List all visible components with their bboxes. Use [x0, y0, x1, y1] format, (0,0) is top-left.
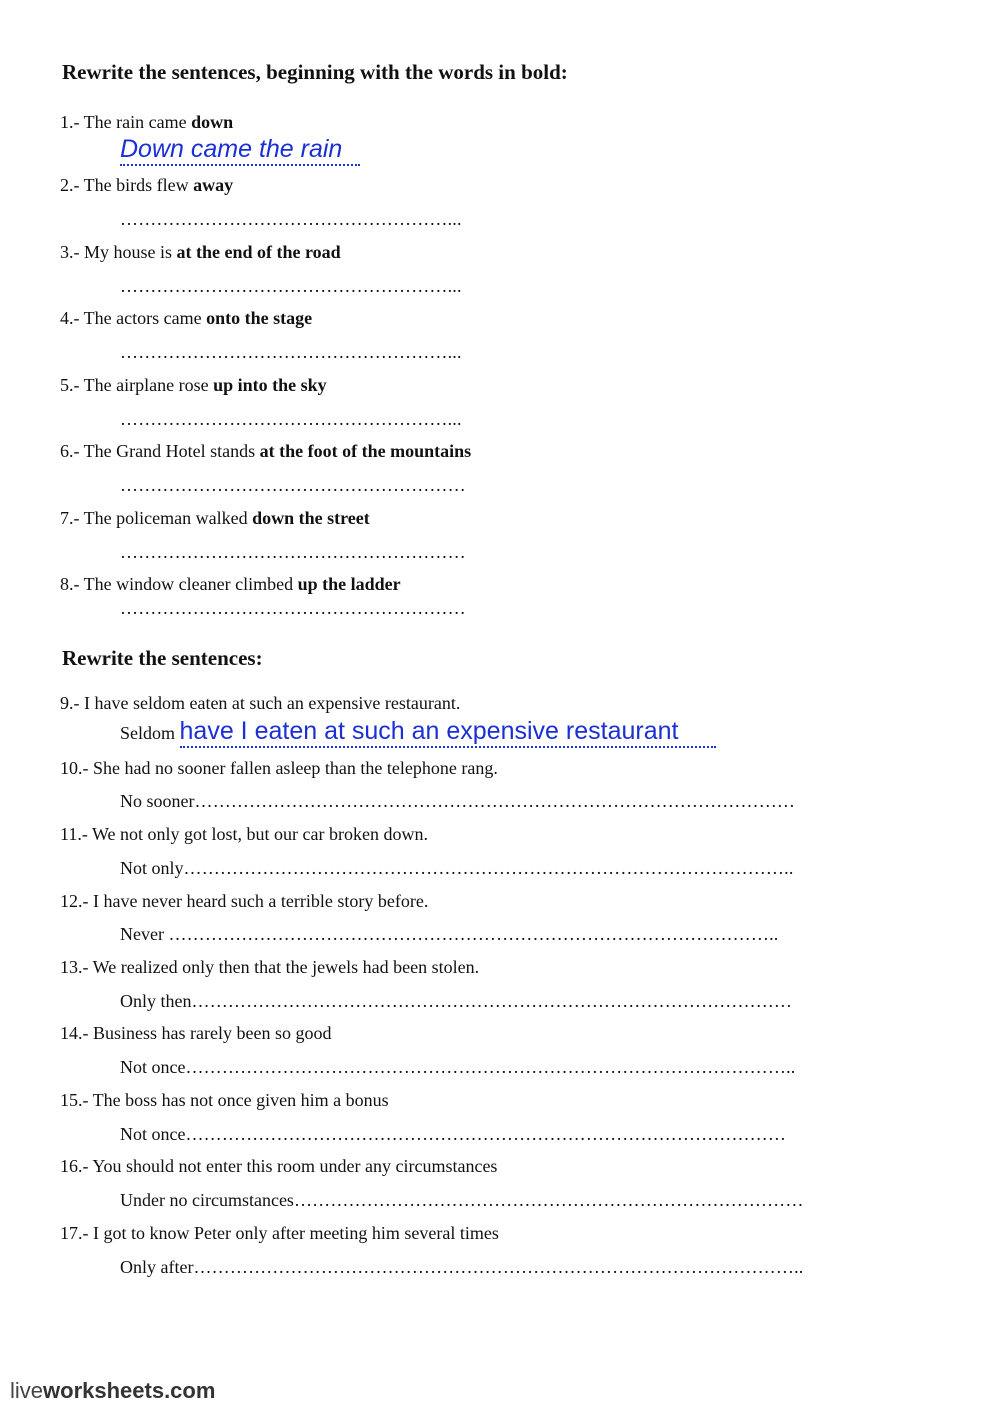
question-8: 8.- The window cleaner climbed up the ladder [60, 574, 401, 594]
answer-line-7[interactable]: ………………………………………………… [120, 542, 466, 562]
answer-line-11[interactable]: Not only ……………………………………………………………………………………….. [120, 858, 794, 878]
start-word-11: Not only [120, 858, 184, 878]
question-6: 6.- The Grand Hotel stands at the foot of the mountains [60, 441, 472, 461]
answer-line-17[interactable]: Only after ……………………………………………………………………………………….. [120, 1257, 804, 1277]
start-word-14: Not once [120, 1057, 186, 1077]
question-4: 4.- The actors came onto the stage [60, 308, 313, 328]
question-3: 3.- My house is at the end of the road [60, 242, 341, 262]
answer-input-1[interactable] [120, 134, 360, 166]
question-11: 11.- We not only got lost, but our car broken down. [60, 824, 428, 844]
question-16: 16.- You should not enter this room under any circumstances [60, 1156, 498, 1176]
question-14: 14.- Business has rarely been so good [60, 1023, 332, 1043]
question-17: 17.- I got to know Peter only after meeting him several times [60, 1223, 499, 1243]
question-1: 1.- The rain came down [60, 112, 234, 132]
question-5: 5.- The airplane rose up into the sky [60, 375, 327, 395]
answer-line-4[interactable]: ………………………………………………... [120, 342, 462, 362]
answer-line-6[interactable]: ………………………………………………… [120, 475, 466, 495]
question-13: 13.- We realized only then that the jewels had been stolen. [60, 957, 480, 977]
section-heading-2: Rewrite the sentences: [62, 646, 263, 670]
answer-line-2[interactable]: ………………………………………………... [120, 209, 462, 229]
answer-line-14[interactable]: Not once ……………………………………………………………………………………….. [120, 1057, 796, 1077]
answer-line-8[interactable]: ………………………………………………… [120, 598, 466, 618]
question-12: 12.- I have never heard such a terrible story before. [60, 891, 429, 911]
start-word-9: Seldom [120, 722, 180, 743]
answer-line-1 [120, 134, 360, 166]
question-15: 15.- The boss has not once given him a bonus [60, 1090, 389, 1110]
answer-line-13[interactable]: Only then ……………………………………………………………………………………… [120, 991, 793, 1011]
liveworksheets-logo[interactable]: liveworksheets.com [10, 1378, 216, 1403]
answer-line-5[interactable]: ………………………………………………... [120, 409, 462, 429]
start-word-16: Under no circumstances [120, 1190, 294, 1210]
answer-input-9[interactable] [180, 716, 716, 748]
start-word-12: Never [120, 924, 169, 944]
start-word-10: No sooner [120, 791, 195, 811]
answer-line-12[interactable]: Never ……………………………………………………………………………………….. [120, 924, 779, 944]
question-10: 10.- She had no sooner fallen asleep than the telephone rang. [60, 758, 498, 778]
answer-line-9 [120, 716, 716, 748]
answer-line-15[interactable]: Not once ……………………………………………………………………………………… [120, 1124, 787, 1144]
question-2: 2.- The birds flew away [60, 175, 234, 195]
answer-line-3[interactable]: ………………………………………………... [120, 276, 462, 296]
section-heading-1: Rewrite the sentences, beginning with the words in bold: [62, 60, 568, 84]
answer-line-10[interactable]: No sooner ……………………………………………………………………………………… [120, 791, 796, 811]
question-7: 7.- The policeman walked down the street [60, 508, 370, 528]
answer-line-16[interactable]: Under no circumstances ………………………………………………………………………… [120, 1190, 804, 1210]
start-word-17: Only after [120, 1257, 194, 1277]
question-9: 9.- I have seldom eaten at such an expensive restaurant. [60, 693, 461, 713]
start-word-15: Not once [120, 1124, 186, 1144]
start-word-13: Only then [120, 991, 192, 1011]
